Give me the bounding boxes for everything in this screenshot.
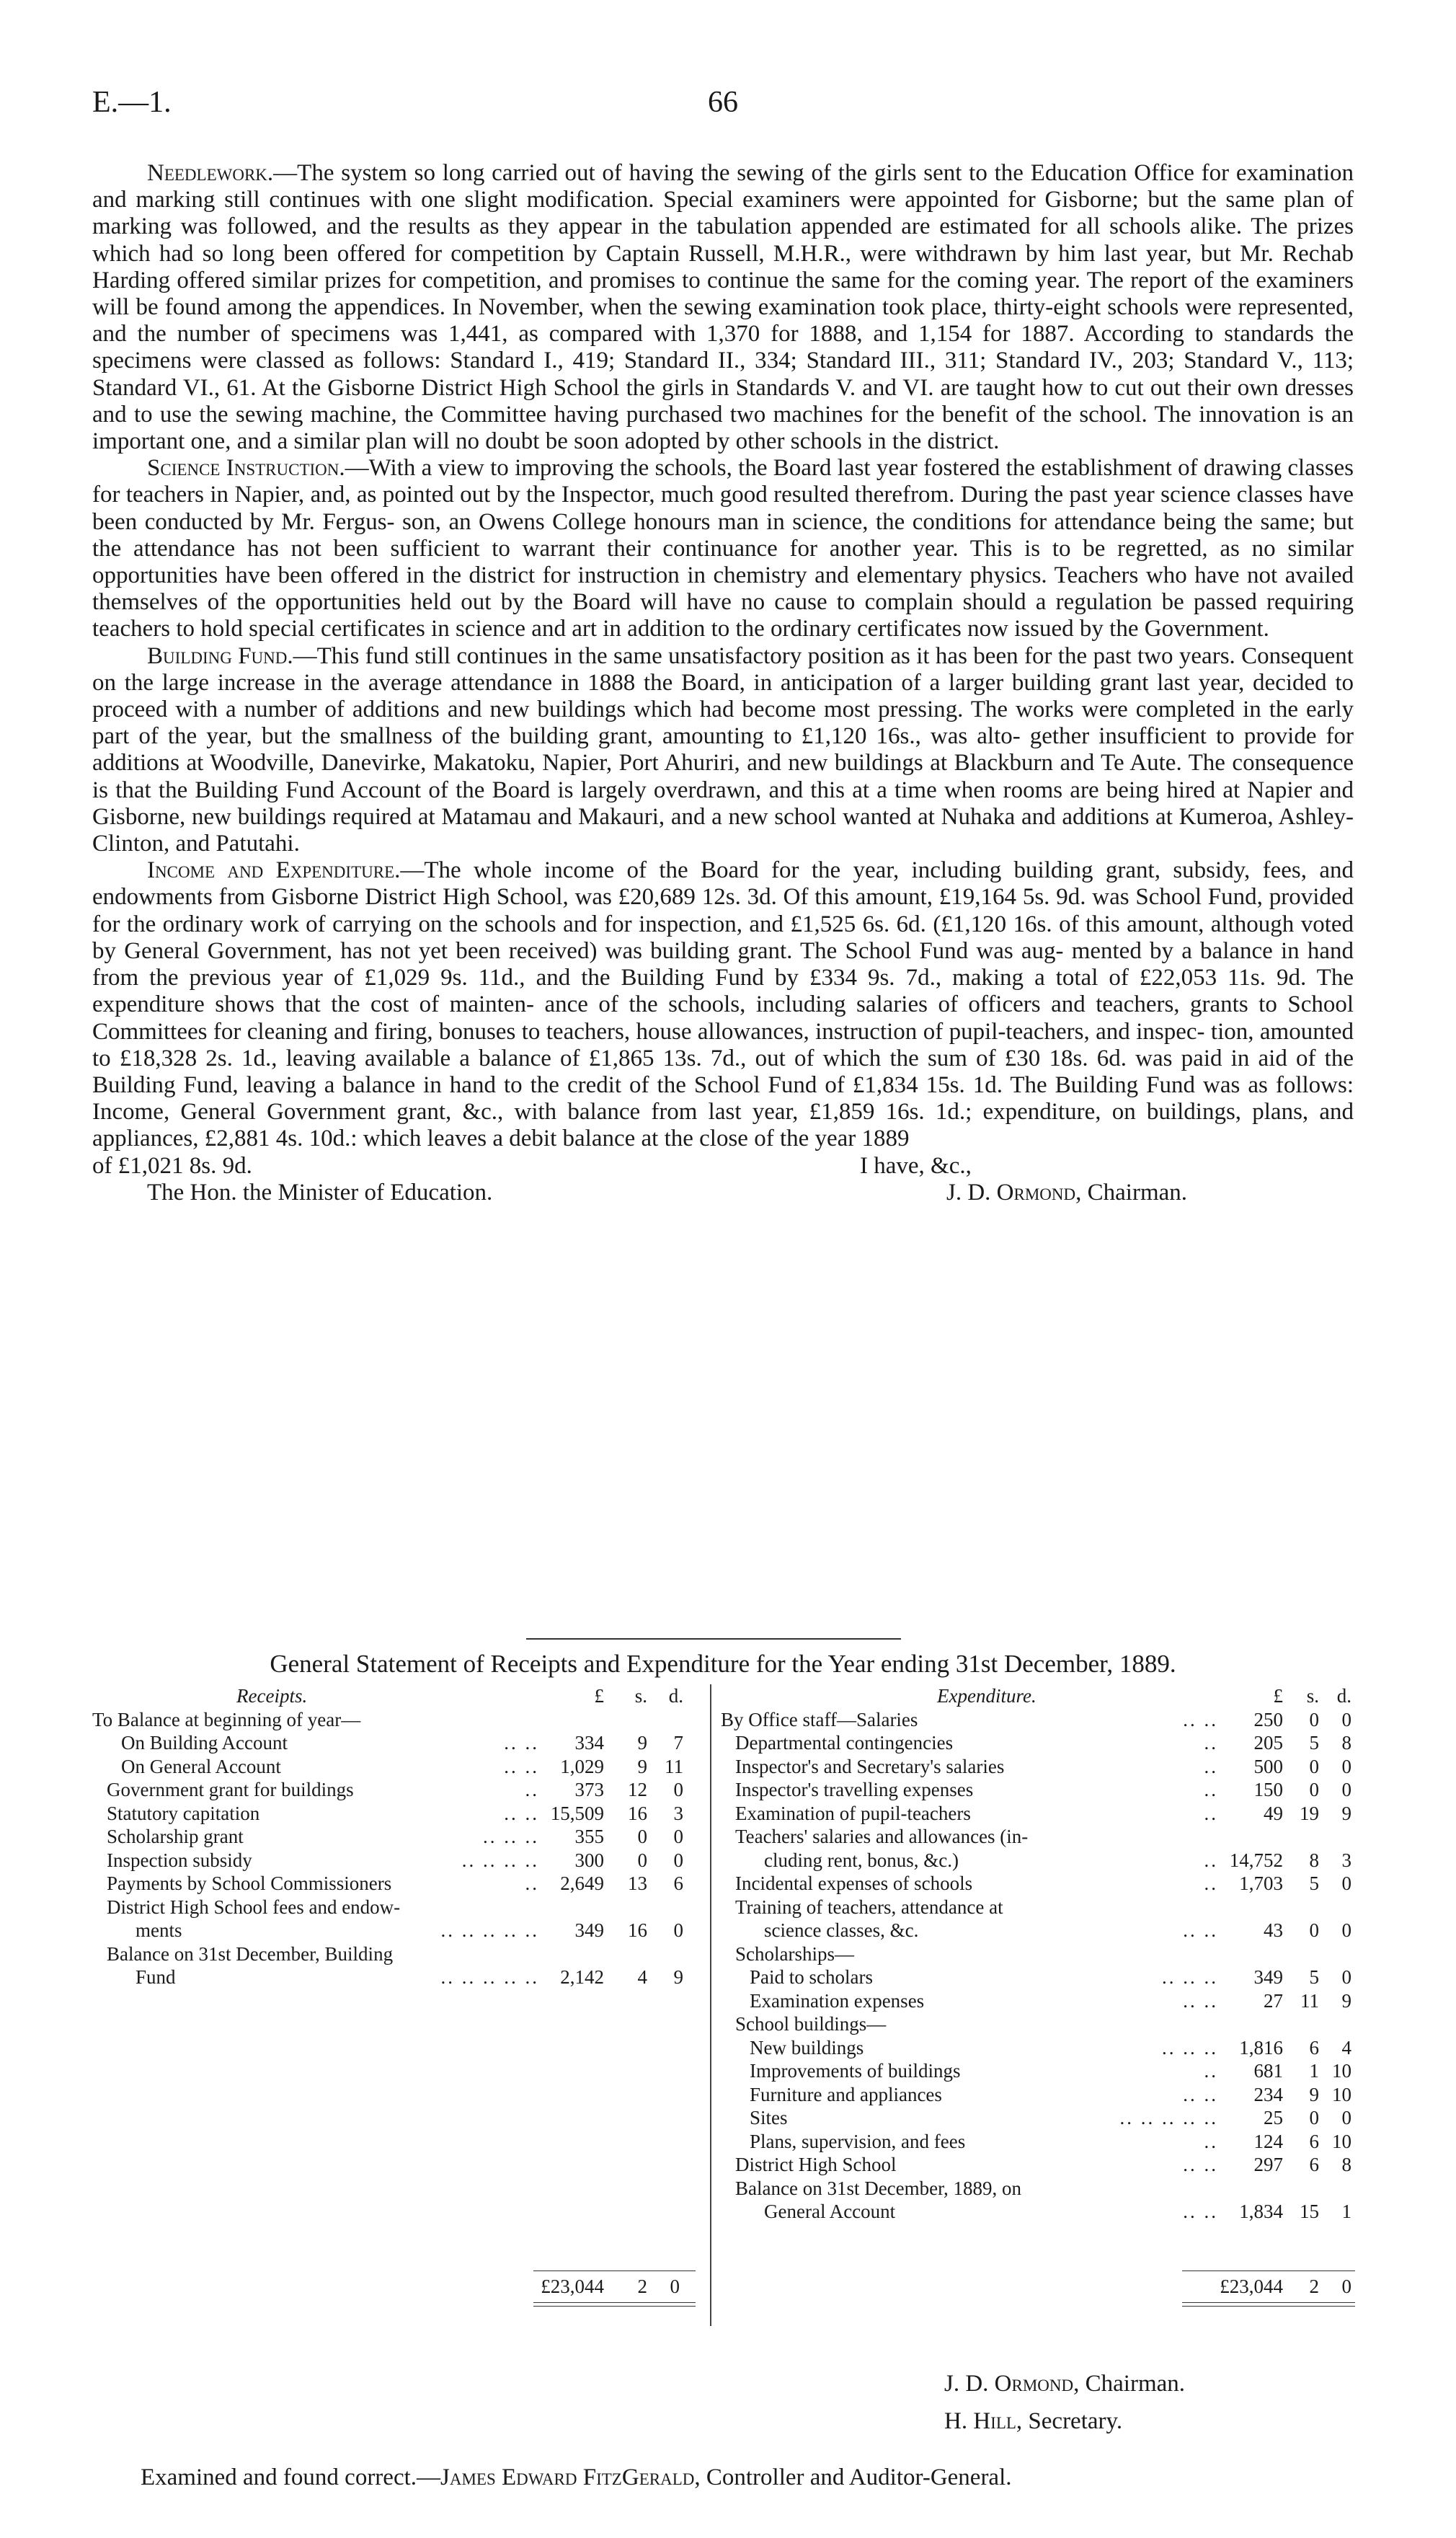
leader-dots: .. .. bbox=[1183, 1708, 1218, 1730]
addressee-line bbox=[92, 1180, 1354, 1206]
row-label: Scholarship grant bbox=[107, 1826, 244, 1847]
statement-row bbox=[721, 2106, 1355, 2130]
statement-row bbox=[721, 2177, 1355, 2201]
pounds-value: 297 bbox=[1253, 2154, 1283, 2175]
row-label: Paid to scholars bbox=[750, 1966, 873, 1988]
statement-row bbox=[721, 1708, 1355, 1732]
leader-dots: .. .. .. .. .. bbox=[1119, 2107, 1218, 2128]
statement-row bbox=[721, 2036, 1355, 2060]
signature-secretary: H. Hill, Secretary. bbox=[944, 2408, 1123, 2434]
leader-dots: .. .. .. .. .. bbox=[440, 1919, 539, 1941]
row-label: Inspector's travelling expenses bbox=[735, 1779, 974, 1800]
row-label: Balance on 31st December, 1889, on bbox=[735, 2177, 1022, 2199]
addressee: The Hon. the Minister of Education. bbox=[147, 1179, 493, 1206]
shillings-value: 5 bbox=[1309, 1966, 1319, 1988]
pence-value: 6 bbox=[673, 1872, 683, 1894]
statement-row bbox=[721, 2153, 1355, 2177]
total-pence: 0 bbox=[1341, 2276, 1351, 2297]
row-label: Inspection subsidy bbox=[107, 1849, 252, 1871]
closing-amount: of £1,021 8s. 9d. bbox=[92, 1152, 252, 1179]
shillings-value: 0 bbox=[1309, 1779, 1319, 1800]
statement-row bbox=[92, 1919, 701, 1942]
row-label: Statutory capitation bbox=[107, 1802, 260, 1824]
expenditure-table bbox=[721, 1684, 1355, 2224]
column-divider bbox=[710, 1684, 711, 2326]
pence-value: 0 bbox=[1341, 1779, 1351, 1800]
row-label: cluding rent, bonus, &c.) bbox=[764, 1849, 959, 1871]
statement-row bbox=[92, 1778, 701, 1802]
paragraph-building-fund: Building Fund.—This fund still continues in the same unsatisfactory position as it has been for the past two years. Consequent on the large increase in the average attendance in 1888 the Board, in anticipation of a larger building grant last year, decided to proceed with a number of additions and new buildings which had become most pressing. The works were completed in the early part of the year, but the smallness of the building grant, amounting to £1,120 16s., was alto- gether insufficient to provide for additions at Woodville, Danevirke, Makatoku, Napier, Port Ahuriri, and new buildings at Blackburn and Te Aute. The consequence is that the Building Fund Account of the Board is largely overdrawn, and this at a time when rooms are being hired at Napier and Gisborne, new buildings required at Matamau and Makauri, and a new school wanted at Nuhaka and additions at Kumeroa, Ashley-Clinton, and Patutahi. bbox=[92, 642, 1354, 857]
shillings-value: 15 bbox=[1300, 2201, 1319, 2222]
pounds-value: 124 bbox=[1253, 2130, 1283, 2152]
pence-value: 8 bbox=[1341, 2154, 1351, 2175]
total-double-rule bbox=[1182, 2302, 1355, 2303]
leader-dots: .. .. bbox=[1183, 2201, 1218, 2222]
total-pounds: £23,044 bbox=[1220, 2276, 1283, 2297]
pounds-value: 1,029 bbox=[560, 1755, 604, 1777]
pounds-value: 49 bbox=[1264, 1802, 1283, 1824]
shillings-value: 4 bbox=[637, 1966, 647, 1988]
row-label: General Account bbox=[764, 2201, 896, 2222]
pounds-value: 334 bbox=[574, 1732, 604, 1754]
row-label: Examination expenses bbox=[750, 1989, 925, 2012]
statement-row bbox=[721, 2059, 1355, 2083]
pounds-value: 250 bbox=[1253, 1708, 1283, 1730]
shillings-value: 16 bbox=[628, 1919, 647, 1941]
leader-dots: .. bbox=[1204, 1779, 1218, 1800]
statement-row bbox=[721, 2012, 1355, 2036]
pounds-value: 27 bbox=[1264, 1989, 1283, 2012]
auditor-certification: Examined and found correct.—James Edward FitzGerald, Controller and Auditor-General. bbox=[141, 2464, 1012, 2490]
statement-row bbox=[721, 1802, 1355, 1826]
leader-dots: .. .. bbox=[1183, 1919, 1218, 1941]
row-label: By Office staff—Salaries bbox=[721, 1708, 918, 1730]
leader-dots: .. .. bbox=[1183, 2154, 1218, 2175]
total-pounds: £23,044 bbox=[541, 2276, 604, 2297]
row-label: Improvements of buildings bbox=[750, 2060, 961, 2082]
leader-dots: .. bbox=[1204, 1802, 1218, 1824]
pound-heading: £ bbox=[1273, 1685, 1283, 1707]
pounds-value: 150 bbox=[1253, 1779, 1283, 1800]
pence-value: 0 bbox=[673, 1826, 683, 1847]
shillings-value: 1 bbox=[1309, 2060, 1319, 2082]
pounds-value: 14,752 bbox=[1229, 1849, 1283, 1871]
leader-dots: .. bbox=[525, 1779, 539, 1800]
leader-dots: .. bbox=[1204, 1872, 1218, 1894]
shillings-value: 0 bbox=[1309, 1708, 1319, 1730]
statement-row bbox=[721, 1989, 1355, 2013]
leader-dots: .. .. .. bbox=[1162, 1966, 1218, 1988]
expenditure-header-row bbox=[721, 1684, 1355, 1708]
pence-value: 9 bbox=[673, 1966, 683, 1988]
row-label: Fund bbox=[136, 1966, 176, 1988]
leader-dots: .. .. bbox=[504, 1802, 539, 1824]
shillings-value: 13 bbox=[628, 1872, 647, 1894]
pence-value: 8 bbox=[1341, 1732, 1351, 1754]
row-label: Furniture and appliances bbox=[750, 2083, 942, 2105]
row-label: Sites bbox=[750, 2107, 788, 2128]
row-label: Examination of pupil-teachers bbox=[735, 1802, 971, 1824]
pence-value: 7 bbox=[673, 1732, 683, 1754]
statement-row bbox=[92, 1849, 701, 1872]
pounds-value: 15,509 bbox=[550, 1802, 604, 1824]
statement-title: General Statement of Receipts and Expenditure for the Year ending 31st December, 1889. bbox=[270, 1650, 1176, 1678]
statement-row bbox=[721, 1778, 1355, 1802]
row-label: New buildings bbox=[750, 2036, 864, 2059]
pence-value: 9 bbox=[1341, 1989, 1351, 2012]
pence-value: 0 bbox=[673, 1919, 683, 1941]
row-label: Government grant for buildings bbox=[107, 1779, 354, 1800]
pence-value: 0 bbox=[1341, 1966, 1351, 1988]
shillings-value: 9 bbox=[1309, 2083, 1319, 2105]
pence-value: 0 bbox=[1341, 1755, 1351, 1777]
statement-row bbox=[721, 2200, 1355, 2224]
shillings-value: 0 bbox=[1309, 1919, 1319, 1941]
statement-row bbox=[92, 1942, 701, 1966]
leader-dots: .. .. bbox=[1183, 1989, 1218, 2012]
pounds-value: 681 bbox=[1253, 2060, 1283, 2082]
page-number: 66 bbox=[708, 86, 738, 119]
pence-value: 3 bbox=[673, 1802, 683, 1824]
pence-value: 0 bbox=[1341, 1919, 1351, 1941]
row-label: Inspector's and Secretary's salaries bbox=[735, 1755, 1005, 1777]
row-label: On Building Account bbox=[121, 1732, 288, 1754]
total-shillings: 2 bbox=[1309, 2276, 1319, 2297]
total-pence: 0 bbox=[670, 2276, 680, 2297]
shillings-value: 8 bbox=[1309, 1849, 1319, 1871]
paragraph-science-instruction: Science Instruction.—With a view to improving the schools, the Board last year fostered the establishment of drawing classes for teachers in Napier, and, as pointed out by the Inspector, much good resulted therefrom. During the past year science classes have been conducted by Mr. Fergus- son, an Owens College honours man in science, the conditions for attendance being the same; but the attendance has not been sufficient to warrant their continuance for another year. This is to be regretted, as no similar opportunities have been offered in the district for instruction in chemistry and elementary physics. Teachers who have not availed themselves of the opportunities held out by the Board will have no cause to complain should a regulation be passed requiring teachers to hold special certificates in science and art in addition to the ordinary certificates now issued by the Government. bbox=[92, 455, 1354, 642]
pence-value: 10 bbox=[1332, 2060, 1351, 2082]
receipts-header-row bbox=[92, 1684, 701, 1708]
pence-value: 0 bbox=[1341, 2107, 1351, 2128]
row-label: To Balance at beginning of year— bbox=[92, 1708, 361, 1730]
pounds-value: 373 bbox=[574, 1779, 604, 1800]
row-label: Payments by School Commissioners bbox=[107, 1872, 392, 1894]
pound-heading: £ bbox=[594, 1685, 604, 1707]
signature-chairman: J. D. Ormond, Chairman. bbox=[944, 2371, 1186, 2397]
row-label: Plans, supervision, and fees bbox=[750, 2130, 966, 2152]
statement-row bbox=[721, 1896, 1355, 1919]
pounds-value: 205 bbox=[1253, 1732, 1283, 1754]
statement-row bbox=[92, 1802, 701, 1826]
statement-row bbox=[92, 1966, 701, 1989]
statement-row bbox=[721, 1755, 1355, 1779]
shillings-value: 12 bbox=[628, 1779, 647, 1800]
statement-row bbox=[721, 2130, 1355, 2154]
pence-value: 0 bbox=[673, 1779, 683, 1800]
pounds-value: 349 bbox=[1253, 1966, 1283, 1988]
pence-value: 1 bbox=[1341, 2201, 1351, 2222]
row-label: District High School bbox=[735, 2154, 897, 2175]
pounds-value: 300 bbox=[574, 1849, 604, 1871]
leader-dots: .. bbox=[525, 1872, 539, 1894]
leader-dots: .. .. .. bbox=[1162, 2036, 1218, 2059]
row-label: Scholarships— bbox=[735, 1942, 854, 1965]
paragraph-heading: Building Fund. bbox=[147, 642, 293, 669]
total-shillings: 2 bbox=[637, 2276, 647, 2297]
shillings-value: 16 bbox=[628, 1802, 647, 1824]
pence-value: 3 bbox=[1341, 1849, 1351, 1871]
letter-signature: J. D. Ormond, Chairman. bbox=[946, 1179, 1188, 1206]
shillings-value: 11 bbox=[1300, 1989, 1319, 2012]
total-double-rule bbox=[1182, 2306, 1355, 2307]
shillings-value: 6 bbox=[1309, 2154, 1319, 2175]
shillings-value: 6 bbox=[1309, 2130, 1319, 2152]
leader-dots: .. bbox=[1204, 1755, 1218, 1777]
statement-row bbox=[721, 1849, 1355, 1872]
leader-dots: .. .. .. .. bbox=[461, 1849, 539, 1871]
pence-value: 10 bbox=[1332, 2083, 1351, 2105]
shillings-value: 0 bbox=[637, 1826, 647, 1847]
shillings-value: 5 bbox=[1309, 1872, 1319, 1894]
shillings-value: 6 bbox=[1309, 2036, 1319, 2059]
row-label: ments bbox=[136, 1919, 182, 1941]
statement-row bbox=[721, 1825, 1355, 1849]
pounds-value: 1,816 bbox=[1239, 2036, 1283, 2059]
closing-line bbox=[92, 1153, 1354, 1180]
pounds-value: 355 bbox=[574, 1826, 604, 1847]
pence-heading: d. bbox=[668, 1685, 683, 1707]
receipts-table bbox=[92, 1684, 701, 1989]
pounds-value: 43 bbox=[1264, 1919, 1283, 1941]
row-label: On General Account bbox=[121, 1755, 281, 1777]
paragraph-heading: Science Instruction. bbox=[147, 455, 345, 482]
leader-dots: .. bbox=[1204, 2060, 1218, 2082]
shillings-value: 9 bbox=[637, 1755, 647, 1777]
row-label: Teachers' salaries and allowances (in- bbox=[735, 1826, 1029, 1847]
total-row bbox=[0, 2275, 1456, 2299]
statement-row bbox=[92, 1872, 701, 1896]
statement-row bbox=[721, 1942, 1355, 1966]
pounds-value: 1,703 bbox=[1239, 1872, 1283, 1894]
statement-row bbox=[92, 1708, 701, 1732]
statement-row bbox=[92, 1825, 701, 1849]
paragraph-income-expenditure: Income and Expenditure.—The whole income of the Board for the year, including building grant, subsidy, fees, and endowments from Gisborne District High School, was £20,689 12s. 3d. Of this amount, £19,164 5s. 9d. was School Fund, provided for the ordinary work of carrying on the schools and for inspection, and £1,525 6s. 6d. (£1,120 16s. of this amount, although voted by General Government, has not yet been received) was building grant. The School Fund was aug- mented by a balance in hand from the previous year of £1,029 9s. 11d., and the Building Fund by £334 9s. 7d., making a total of £22,053 11s. 9d. The expenditure shows that the cost of mainten- ance of the schools, including salaries of officers and teachers, grants to School Committees for cleaning and firing, bonuses to teachers, house allowances, instruction of pupil-teachers, and inspec- tion, amounted to £18,328 2s. 1d., leaving available a balance of £1,865 13s. 7d., out of which the sum of £30 18s. 6d. was paid in aid of the Building Fund, leaving a balance in hand to the credit of the School Fund of £1,834 15s. 1d. The Building Fund was as follows: Income, General Government grant, &c., with balance from last year, £1,859 16s. 1d.; expenditure, on buildings, plans, and appliances, £2,881 4s. 10d.: which leaves a debit balance at the close of the year 1889 bbox=[92, 857, 1354, 1152]
leader-dots: .. .. bbox=[1183, 2083, 1218, 2105]
shilling-heading: s. bbox=[634, 1685, 647, 1707]
row-label: Training of teachers, attendance at bbox=[735, 1896, 1003, 1918]
expenditure-header: Expenditure. bbox=[937, 1685, 1036, 1707]
row-label: Departmental contingencies bbox=[735, 1732, 954, 1754]
pounds-value: 2,142 bbox=[560, 1966, 604, 1988]
statement-row bbox=[721, 1919, 1355, 1942]
total-double-rule bbox=[533, 2306, 696, 2307]
statement-row bbox=[92, 1731, 701, 1755]
shillings-value: 5 bbox=[1309, 1732, 1319, 1754]
leader-dots: .. .. .. .. .. bbox=[440, 1966, 539, 1988]
salutation: I have, &c., bbox=[860, 1152, 972, 1179]
pence-value: 10 bbox=[1332, 2130, 1351, 2152]
leader-dots: .. bbox=[1204, 1849, 1218, 1871]
pounds-value: 234 bbox=[1253, 2083, 1283, 2105]
paragraph-heading: Income and Expenditure. bbox=[147, 857, 401, 884]
pence-value: 11 bbox=[665, 1755, 683, 1777]
pounds-value: 349 bbox=[574, 1919, 604, 1941]
statement-row bbox=[92, 1755, 701, 1779]
leader-dots: .. bbox=[1204, 2130, 1218, 2152]
report-reference: E.—1. bbox=[92, 86, 172, 119]
report-body bbox=[92, 160, 1354, 1206]
row-label: Incidental expenses of schools bbox=[735, 1872, 973, 1894]
row-label: science classes, &c. bbox=[764, 1919, 919, 1941]
section-divider bbox=[526, 1638, 901, 1640]
pence-value: 0 bbox=[1341, 1708, 1351, 1730]
leader-dots: .. .. bbox=[504, 1755, 539, 1777]
total-double-rule bbox=[533, 2302, 696, 2303]
pounds-value: 2,649 bbox=[560, 1872, 604, 1894]
receipts-header: Receipts. bbox=[236, 1685, 308, 1707]
pence-value: 9 bbox=[1341, 1802, 1351, 1824]
leader-dots: .. bbox=[1204, 1732, 1218, 1754]
statement-row bbox=[721, 2083, 1355, 2107]
pence-value: 0 bbox=[673, 1849, 683, 1871]
row-label: District High School fees and endow- bbox=[107, 1896, 401, 1918]
pence-heading: d. bbox=[1336, 1685, 1351, 1707]
shillings-value: 0 bbox=[637, 1849, 647, 1871]
statement-row bbox=[721, 1731, 1355, 1755]
statement-row bbox=[721, 1966, 1355, 1989]
pounds-value: 500 bbox=[1253, 1755, 1283, 1777]
paragraph-needlework: Needlework.—The system so long carried out of having the sewing of the girls sent to the Education Office for examination and marking still continues with one slight modification. Special examiners were appointed for Gisborne; but the same plan of marking was followed, and the results as they appear in the tabulation appended are estimated for all schools alike. The prizes which had so long been offered for competition by Captain Russell, M.H.R., were withdrawn by him last year, but Mr. Rechab Harding offered similar prizes for competition, and promises to continue the same for the coming year. The report of the examiners will be found among the appendices. In November, when the sewing examination took place, thirty-eight schools were represented, and the number of specimens was 1,441, as compared with 1,370 for 1888, and 1,154 for 1887. According to standards the specimens were classed as follows: Standard I., 419; Standard II., 334; Standard III., 311; Standard IV., 203; Standard V., 113; Standard VI., 61. At the Gisborne District High School the girls in Standards V. and VI. are taught how to cut out their own dresses and to use the sewing machine, the Committee having purchased two machines for the benefit of the school. The innovation is an important one, and a similar plan will no doubt be soon adopted by other schools in the district. bbox=[92, 160, 1354, 455]
leader-dots: .. .. .. bbox=[483, 1826, 539, 1847]
row-label: Balance on 31st December, Building bbox=[107, 1942, 394, 1965]
pence-value: 4 bbox=[1341, 2036, 1351, 2059]
pounds-value: 1,834 bbox=[1239, 2201, 1283, 2222]
page-header bbox=[92, 85, 1354, 136]
row-label: School buildings— bbox=[735, 2013, 887, 2035]
shillings-value: 0 bbox=[1309, 2107, 1319, 2128]
shillings-value: 0 bbox=[1309, 1755, 1319, 1777]
shillings-value: 9 bbox=[637, 1732, 647, 1754]
pounds-value: 25 bbox=[1264, 2107, 1283, 2128]
shillings-value: 19 bbox=[1300, 1802, 1319, 1824]
paragraph-heading: Needlework. bbox=[147, 160, 274, 186]
shilling-heading: s. bbox=[1306, 1685, 1319, 1707]
statement-row bbox=[92, 1896, 701, 1919]
statement-row bbox=[721, 1872, 1355, 1896]
pence-value: 0 bbox=[1341, 1872, 1351, 1894]
leader-dots: .. .. bbox=[504, 1732, 539, 1754]
